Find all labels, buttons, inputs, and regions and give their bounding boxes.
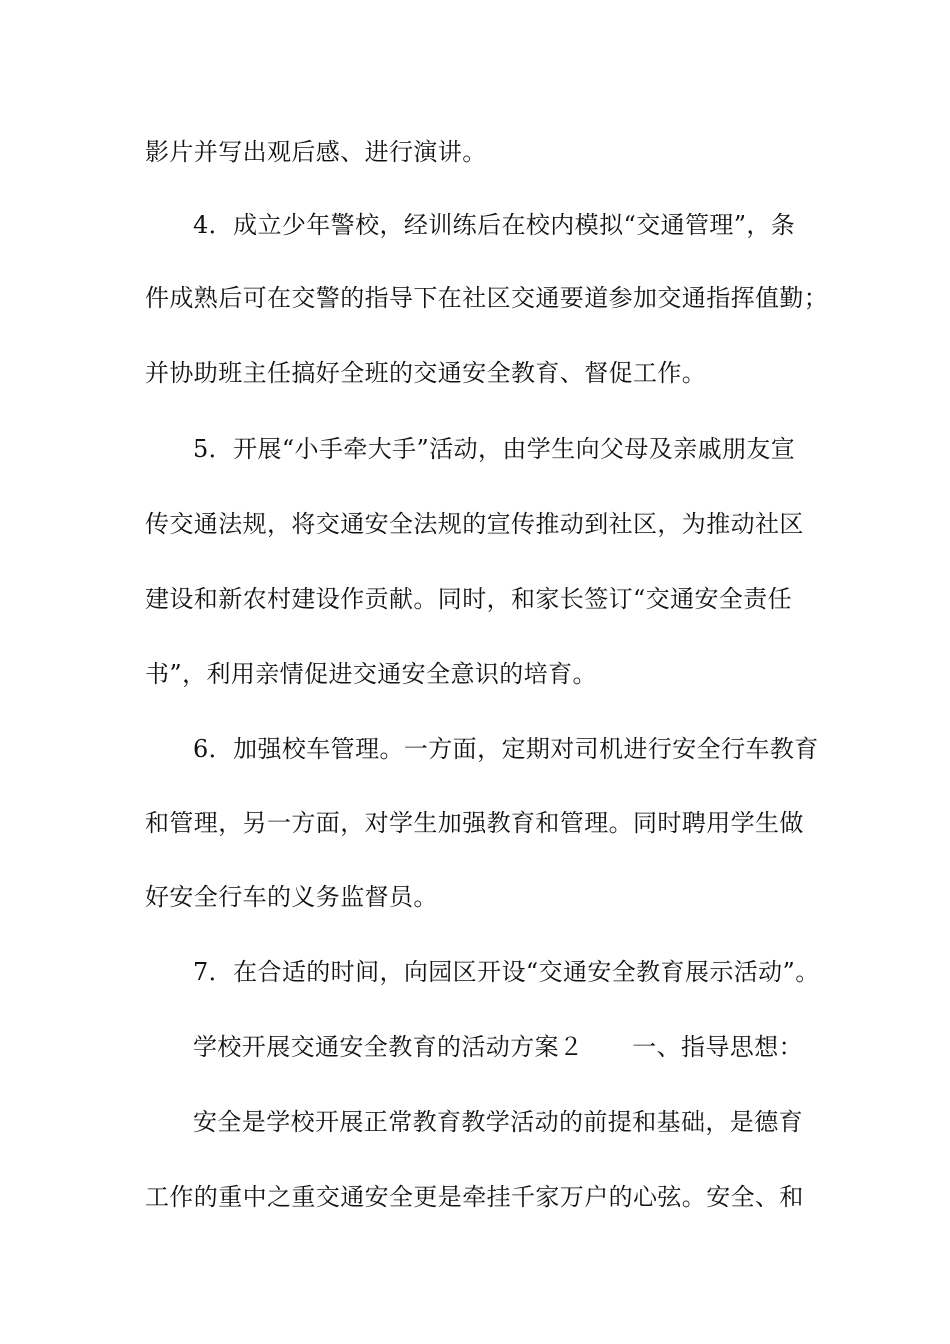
text-line: 建设和新农村建设作贡献。同时，和家长签订“交通安全责任	[145, 585, 793, 613]
text-line: 4．成立少年警校，经训练后在校内模拟“交通管理”，条	[193, 211, 796, 239]
text-line: 件成熟后可在交警的指导下在社区交通要道参加交通指挥值勤；	[145, 284, 829, 312]
text-line: 安全是学校开展正常教育教学活动的前提和基础，是德育	[193, 1108, 803, 1136]
text-line: 和管理，另一方面，对学生加强教育和管理。同时聘用学生做	[145, 809, 804, 837]
text-line: 7．在合适的时间，向园区开设“交通安全教育展示活动”。	[193, 958, 820, 986]
text-line: 6．加强校车管理。一方面，定期对司机进行安全行车教育	[193, 735, 819, 763]
text-line: 书”，利用亲情促进交通安全意识的培育。	[145, 660, 597, 688]
text-line: 传交通法规，将交通安全法规的宣传推动到社区，为推动社区	[145, 510, 804, 538]
text-line: 影片并写出观后感、进行演讲。	[145, 138, 487, 166]
text-line: 并协助班主任搞好全班的交通安全教育、督促工作。	[145, 359, 707, 387]
text-line: 好安全行车的义务监督员。	[145, 883, 438, 911]
text-line: 工作的重中之重交通安全更是牵挂千家万户的心弦。安全、和	[145, 1183, 804, 1211]
section-heading: 学校开展交通安全教育的活动方案２ 一、指导思想：	[193, 1033, 803, 1061]
text-line: 5．开展“小手牵大手”活动，由学生向父母及亲戚朋友宣	[193, 435, 796, 463]
